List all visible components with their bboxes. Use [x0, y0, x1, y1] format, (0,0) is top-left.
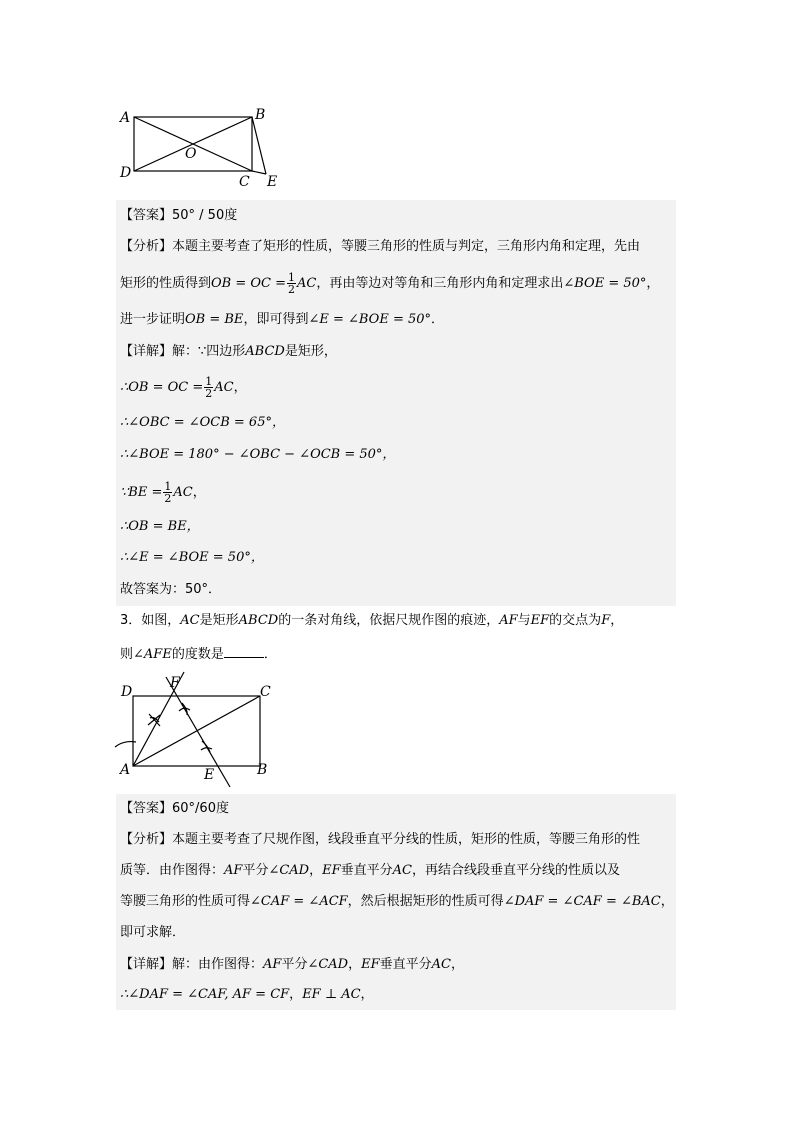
detail-q3-line2: ∴∠DAF = ∠CAF, AF = CF，EF ⊥ AC，	[120, 987, 374, 1002]
detail-q2-line5: ∵BE = $\frac{1}{2}$ AC，	[120, 480, 206, 505]
fraction-half: $\frac{1}{2}$	[164, 480, 172, 505]
fraction-half: $\frac{1}{2}$	[288, 271, 296, 296]
analysis-q3-line3: 等腰三角形的性质可得∠CAF = ∠ACF，然后根据矩形的性质可得∠DAF = ∠CAF = ∠BAC，	[120, 894, 674, 909]
analysis-q3-line2: 质等．由作图得：AF平分∠CAD，EF垂直平分AC，再结合线段垂直平分线的性质以及	[120, 863, 621, 878]
analysis-q3-line1: 【分析】本题主要考查了尺规作图，线段垂直平分线的性质，矩形的性质，等腰三角形的性	[120, 832, 641, 847]
question-3-line1: 3．如图，AC是矩形ABCD的一条对角线，依据尺规作图的痕迹，AF与EF的交点为F，	[120, 613, 624, 628]
answer-q2: 【答案】50° / 50度	[120, 208, 238, 223]
analysis-q2-line3: 进一步证明OB = BE，即可得到∠E = ∠BOE = 50°．	[120, 312, 445, 327]
detail-q2-line1: 【详解】解：∵四边形ABCD是矩形，	[120, 344, 337, 359]
label-b: B	[257, 762, 268, 778]
answer-blank	[224, 645, 264, 658]
label-a: A	[120, 110, 131, 126]
compass-arc-lower-2	[201, 748, 212, 750]
detail-q2-line3: ∴∠OBC = ∠OCB = 65°，	[120, 415, 285, 430]
question-3-line2: 则∠AFE的度数是 ．	[120, 647, 277, 662]
label-o: O	[185, 146, 197, 162]
detail-q2-line2: ∴OB = OC = $\frac{1}{2}$ AC，	[120, 375, 247, 400]
label-c: C	[239, 174, 250, 190]
detail-q2-line7: ∴∠E = ∠BOE = 50°，	[120, 550, 264, 565]
label-e: E	[267, 174, 278, 190]
label-d: D	[120, 165, 132, 181]
detail-q3-line1: 【详解】解：由作图得：AF平分∠CAD，EF垂直平分AC，	[120, 957, 465, 972]
fraction-half: $\frac{1}{2}$	[205, 375, 213, 400]
detail-q2-conclusion: 故答案为：50°．	[120, 582, 222, 597]
answer-q3: 【答案】60°/60度	[120, 801, 229, 816]
label-b: B	[255, 107, 266, 123]
figure-rectangle-abcd-e	[112, 104, 292, 194]
label-d: D	[121, 684, 133, 700]
segment-be	[252, 117, 266, 174]
solution-block-q2	[116, 200, 676, 606]
label-f: F	[170, 675, 180, 691]
detail-q2-line4: ∴∠BOE = 180° − ∠OBC − ∠OCB = 50°，	[120, 447, 396, 462]
detail-q2-line6: ∴OB = BE，	[120, 519, 200, 534]
figure-construction	[112, 670, 292, 790]
analysis-q2-line2: 矩形的性质得到OB = OC = $\frac{1}{2}$ AC，再由等边对等角和三角形内角和定理求出∠BOE = 50°，	[120, 271, 660, 296]
label-a: A	[120, 762, 131, 778]
segment-ce	[252, 171, 266, 174]
analysis-q3-line4: 即可求解．	[120, 925, 186, 940]
line-ef	[166, 677, 230, 787]
label-e: E	[204, 767, 215, 783]
label-c: C	[260, 684, 271, 700]
analysis-q2-line1: 【分析】本题主要考查了矩形的性质，等腰三角形的性质与判定，三角形内角和定理，先由	[120, 239, 641, 254]
